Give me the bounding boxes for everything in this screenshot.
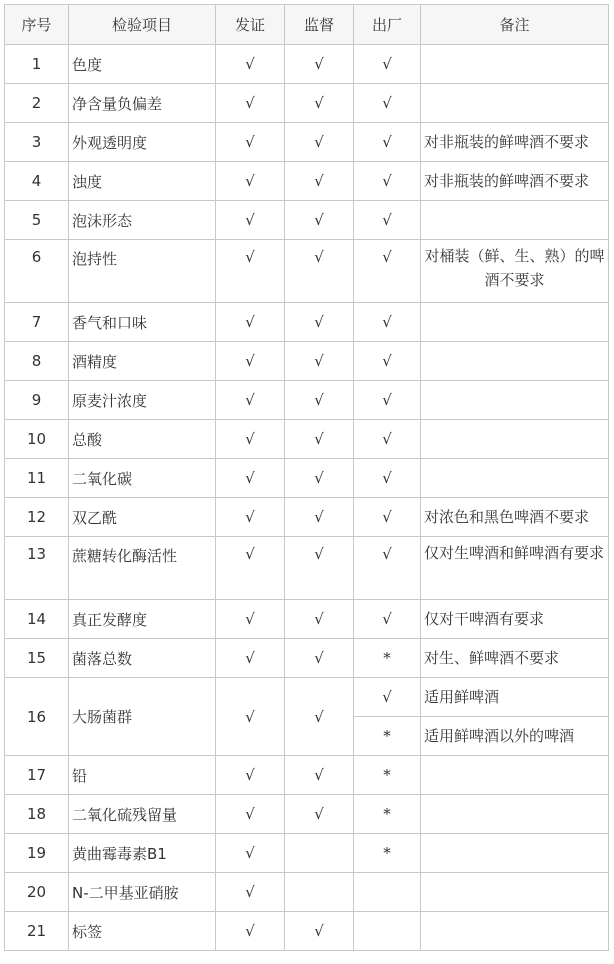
row-note: [421, 756, 609, 795]
row-item: 铅: [69, 756, 216, 795]
row-note: [421, 381, 609, 420]
row-item: 蔗糖转化酶活性: [69, 537, 216, 600]
row-note: [421, 201, 609, 240]
row-item: N-二甲基亚硝胺: [69, 873, 216, 912]
row-note: 对浓色和黑色啤酒不要求: [421, 498, 609, 537]
row-no: 6: [5, 240, 69, 303]
table-row: [5, 537, 609, 600]
check-mark: √: [354, 498, 421, 537]
row-item: 外观透明度: [69, 123, 216, 162]
check-mark: √: [285, 537, 354, 600]
table-body: [5, 45, 609, 951]
row-item: 二氧化硫残留量: [69, 795, 216, 834]
check-mark: √: [216, 84, 285, 123]
row-note: 仅对生啤酒和鲜啤酒有要求: [421, 537, 609, 600]
check-mark: √: [354, 240, 421, 303]
row-no: 19: [5, 834, 69, 873]
check-mark: √: [285, 123, 354, 162]
row-no: 16: [5, 678, 69, 756]
row-no: 9: [5, 381, 69, 420]
empty-mark: [354, 912, 421, 951]
check-mark: √: [285, 420, 354, 459]
row-note: [421, 873, 609, 912]
check-mark: √: [285, 201, 354, 240]
row-item: 黄曲霉毒素B1: [69, 834, 216, 873]
check-mark: √: [216, 498, 285, 537]
check-mark: √: [354, 537, 421, 600]
check-mark: √: [285, 912, 354, 951]
check-mark: √: [354, 162, 421, 201]
row-no: 13: [5, 537, 69, 600]
empty-mark: [285, 834, 354, 873]
check-mark: √: [354, 600, 421, 639]
table-row: [5, 912, 609, 951]
check-mark: √: [354, 342, 421, 381]
check-mark: √: [285, 639, 354, 678]
check-mark: √: [216, 834, 285, 873]
header-remarks: 备注: [421, 5, 609, 45]
check-mark: √: [216, 123, 285, 162]
row-note: 对非瓶装的鲜啤酒不要求: [421, 123, 609, 162]
row-note: 对桶装（鲜、生、熟）的啤酒不要求: [421, 240, 609, 303]
check-mark: √: [354, 459, 421, 498]
table-row: [5, 498, 609, 537]
table-row: [5, 342, 609, 381]
row-note: [421, 912, 609, 951]
row-no: 14: [5, 600, 69, 639]
row-note: 适用鲜啤酒以外的啤酒: [421, 717, 609, 756]
table-row: [5, 162, 609, 201]
row-no: 8: [5, 342, 69, 381]
table-row: [5, 600, 609, 639]
check-mark: √: [216, 240, 285, 303]
row-item: 泡持性: [69, 240, 216, 303]
row-note: [421, 84, 609, 123]
check-mark: √: [216, 162, 285, 201]
row-no: 7: [5, 303, 69, 342]
row-note: [421, 834, 609, 873]
row-note: [421, 303, 609, 342]
row-item: 净含量负偏差: [69, 84, 216, 123]
check-mark: √: [285, 381, 354, 420]
row-no: 10: [5, 420, 69, 459]
check-mark: √: [354, 123, 421, 162]
row-note: [421, 45, 609, 84]
check-mark: √: [216, 342, 285, 381]
check-mark: √: [216, 912, 285, 951]
row-note: 对生、鲜啤酒不要求: [421, 639, 609, 678]
row-no: 4: [5, 162, 69, 201]
check-mark: √: [216, 873, 285, 912]
check-mark: √: [354, 678, 421, 717]
table-row: [5, 303, 609, 342]
row-item: 泡沫形态: [69, 201, 216, 240]
table-row: [5, 873, 609, 912]
row-no: 11: [5, 459, 69, 498]
header-item: 检验项目: [69, 5, 216, 45]
check-mark: √: [285, 600, 354, 639]
row-note: 对非瓶装的鲜啤酒不要求: [421, 162, 609, 201]
table-row: [5, 123, 609, 162]
table-row: [5, 459, 609, 498]
row-no: 17: [5, 756, 69, 795]
row-item: 香气和口味: [69, 303, 216, 342]
row-no: 3: [5, 123, 69, 162]
row-item: 酒精度: [69, 342, 216, 381]
row-no: 18: [5, 795, 69, 834]
row-note: [421, 459, 609, 498]
row-item: 真正发酵度: [69, 600, 216, 639]
check-mark: √: [285, 162, 354, 201]
check-mark: √: [285, 795, 354, 834]
check-mark: √: [216, 537, 285, 600]
table-row: [5, 45, 609, 84]
empty-mark: [354, 873, 421, 912]
row-no: 21: [5, 912, 69, 951]
row-item: 大肠菌群: [69, 678, 216, 756]
check-mark: √: [216, 600, 285, 639]
table-row: [5, 678, 609, 717]
row-item: 双乙酰: [69, 498, 216, 537]
check-mark: √: [285, 756, 354, 795]
table-row: [5, 639, 609, 678]
header-supervision: 监督: [285, 5, 354, 45]
check-mark: √: [354, 381, 421, 420]
table-row: [5, 240, 609, 303]
row-no: 5: [5, 201, 69, 240]
check-mark: √: [216, 639, 285, 678]
row-no: 1: [5, 45, 69, 84]
check-mark: √: [216, 420, 285, 459]
row-note: [421, 342, 609, 381]
check-mark: √: [354, 201, 421, 240]
check-mark: √: [285, 498, 354, 537]
check-mark: √: [354, 84, 421, 123]
row-note: [421, 420, 609, 459]
empty-mark: [285, 873, 354, 912]
check-mark: √: [216, 201, 285, 240]
row-note: 仅对干啤酒有要求: [421, 600, 609, 639]
check-mark: √: [216, 678, 285, 756]
check-mark: √: [285, 342, 354, 381]
row-no: 20: [5, 873, 69, 912]
row-no: 15: [5, 639, 69, 678]
row-item: 菌落总数: [69, 639, 216, 678]
table-row: [5, 84, 609, 123]
table-row: [5, 834, 609, 873]
table-row: [5, 795, 609, 834]
check-mark: √: [285, 45, 354, 84]
header-factory: 出厂: [354, 5, 421, 45]
check-mark: √: [285, 303, 354, 342]
row-item: 总酸: [69, 420, 216, 459]
check-mark: √: [216, 303, 285, 342]
check-mark: √: [354, 45, 421, 84]
header-certification: 发证: [216, 5, 285, 45]
star-mark: *: [354, 717, 421, 756]
row-no: 2: [5, 84, 69, 123]
row-item: 原麦汁浓度: [69, 381, 216, 420]
check-mark: √: [216, 795, 285, 834]
row-item: 标签: [69, 912, 216, 951]
check-mark: √: [285, 459, 354, 498]
table-row: [5, 420, 609, 459]
check-mark: √: [285, 240, 354, 303]
row-item: 浊度: [69, 162, 216, 201]
table-header-row: [5, 5, 609, 45]
star-mark: *: [354, 795, 421, 834]
check-mark: √: [216, 459, 285, 498]
check-mark: √: [216, 756, 285, 795]
table-row: [5, 381, 609, 420]
row-note: [421, 795, 609, 834]
row-item: 二氧化碳: [69, 459, 216, 498]
star-mark: *: [354, 756, 421, 795]
row-item: 色度: [69, 45, 216, 84]
check-mark: √: [216, 381, 285, 420]
star-mark: *: [354, 639, 421, 678]
table-row: [5, 201, 609, 240]
check-mark: √: [354, 420, 421, 459]
row-note: 适用鲜啤酒: [421, 678, 609, 717]
check-mark: √: [285, 678, 354, 756]
check-mark: √: [216, 45, 285, 84]
header-no: 序号: [5, 5, 69, 45]
check-mark: √: [285, 84, 354, 123]
row-no: 12: [5, 498, 69, 537]
star-mark: *: [354, 834, 421, 873]
table-row: [5, 756, 609, 795]
inspection-items-table: [4, 4, 609, 951]
check-mark: √: [354, 303, 421, 342]
